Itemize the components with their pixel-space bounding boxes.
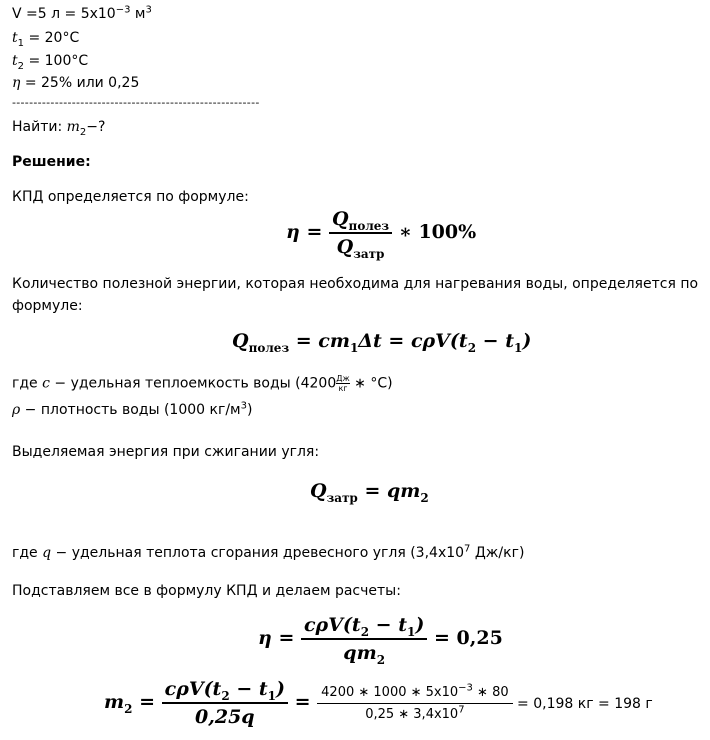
where-q-line: где q − удельная теплота сгорания древесного угля ($3,4х10^7$ Дж/кг) [12,543,525,561]
useful-energy-formula: $Q_{полез} = cm_1\Delta t = c\rho V(t_2 - t_1)$ [232,330,532,355]
useful-energy-text-2: формуле: [12,298,83,314]
given-divider: ---------------------------------------------------------- [12,96,260,109]
mass-calculation-formula: $m_2$ = $\frac{c\rho V(t_2 - t_1)}{0,25q}$ = $\frac{4200 ∗ 1000 ∗ 5х10^{-3} ∗ 80}{0,25 ∗ 3,4х10^7}$ = 0,198 кг = 198 г [104,678,653,728]
solution-heading: Решение: [12,154,91,170]
released-energy-formula: $Q_{затр} = qm_2$ [310,480,429,505]
useful-energy-text-1: Количество полезной энергии, которая необходима для нагревания воды, определяется по [12,276,699,292]
where-c-line: где c − удельная теплоемкость воды (4200 Дж кг ∗ °C) [12,374,393,393]
kpd-intro: КПД определяется по формуле: [12,189,249,205]
where-rho-line: ρ − плотность воды (1000 $кг/м^3$) [12,400,253,418]
given-t2: $t_2 = 100^\circ C$ [12,53,89,72]
given-efficiency: η = 25% или 0,25 [12,75,140,91]
released-energy-text: Выделяемая энергия при сжигании угля: [12,444,320,460]
efficiency-formula: η = $\frac{Q_{полез}}{Q_{затр}}$ ∗ 100% [286,208,477,261]
find-line: Найти: $m_2-$? [12,119,106,138]
efficiency-expanded-formula: η = $\frac{c\rho V(t_2 - t_1)}{qm_2}$ = 0,25 [258,614,503,667]
given-t1: $t_1 = 20^\circ C$ [12,30,80,49]
substitute-text: Подставляем все в формулу КПД и делаем расчеты: [12,583,401,599]
given-volume: V =5 $л = 5х10^{-3}$ $м^3$ [12,4,152,22]
